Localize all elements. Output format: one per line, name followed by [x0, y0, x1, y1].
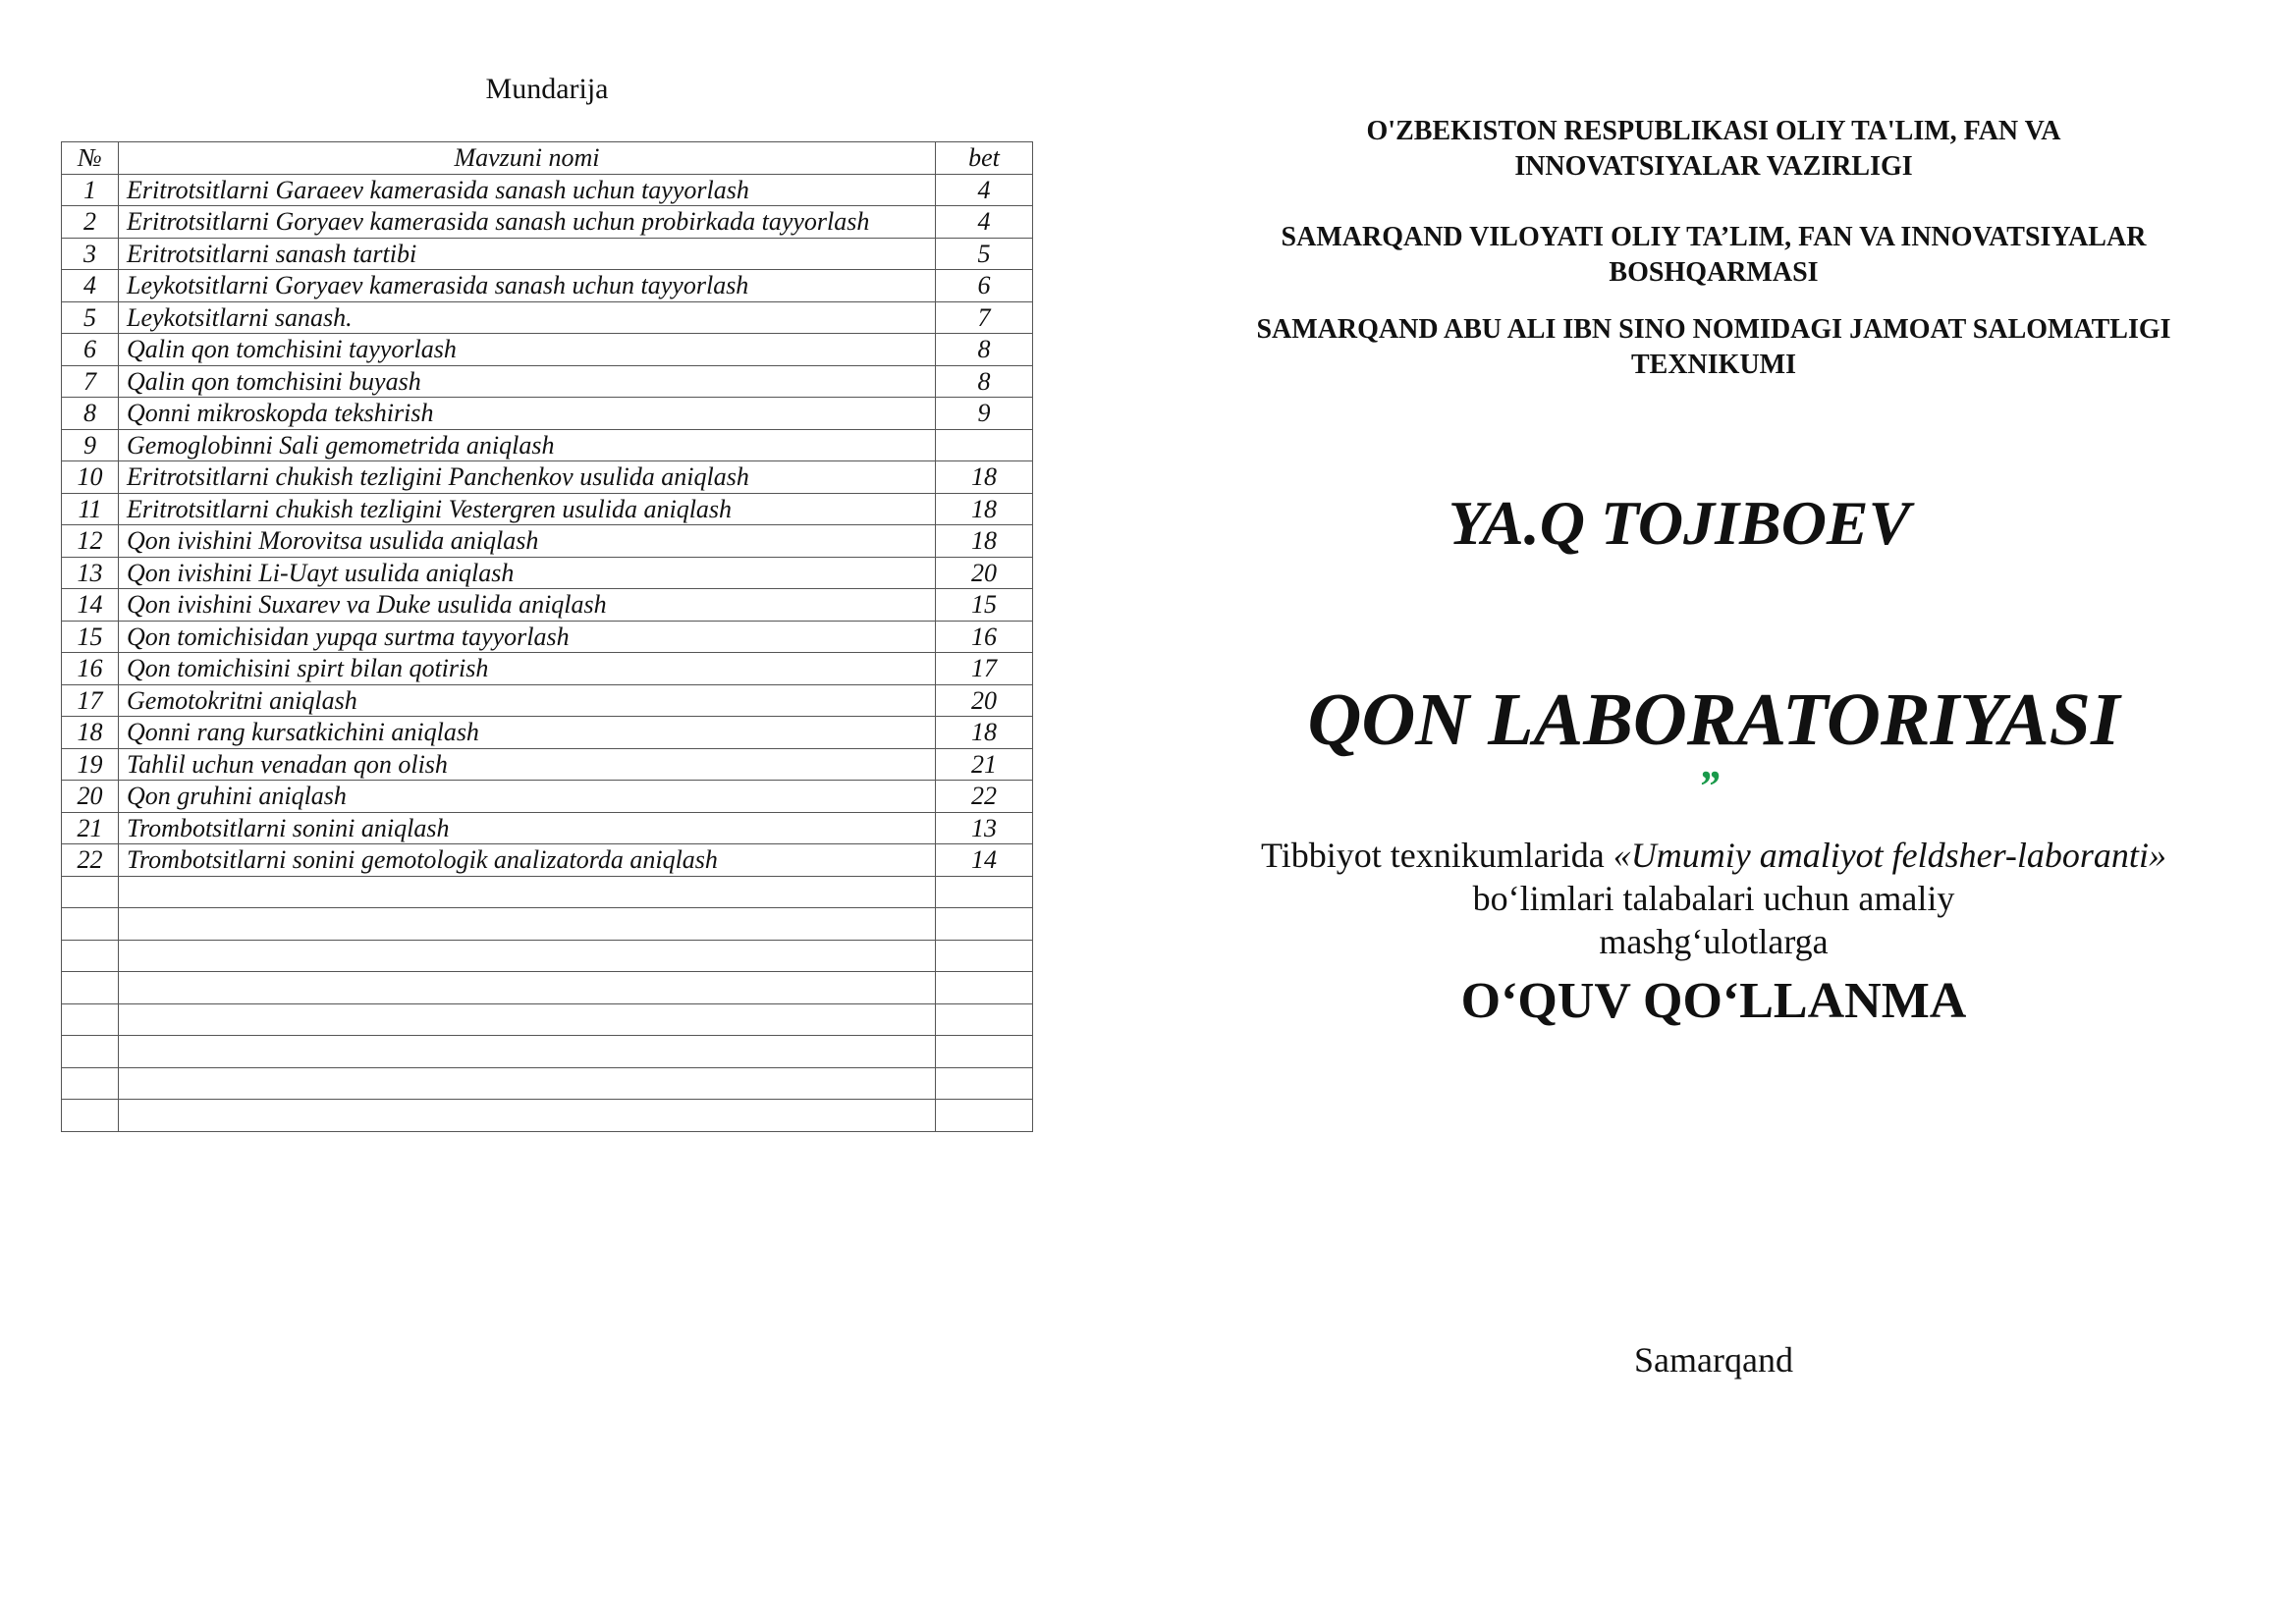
- toc-cell-num: 5: [62, 301, 119, 334]
- toc-cell-topic: Qalin qon tomchisini tayyorlash: [119, 334, 936, 366]
- toc-empty-cell: [62, 972, 119, 1004]
- toc-empty-cell: [62, 876, 119, 908]
- toc-row: [62, 238, 1033, 270]
- toc-row: [62, 174, 1033, 206]
- toc-row: [62, 398, 1033, 430]
- toc-cell-page: 8: [936, 334, 1033, 366]
- toc-cell-topic: Qon gruhini aniqlash: [119, 781, 936, 813]
- toc-cell-topic: Eritrotsitlarni Goryaev kamerasida sanash uchun probirkada tayyorlash: [119, 206, 936, 239]
- toc-cell-page: 17: [936, 653, 1033, 685]
- toc-cell-page: 20: [936, 684, 1033, 717]
- toc-row: [62, 334, 1033, 366]
- toc-cell-num: 9: [62, 429, 119, 461]
- toc-cell-num: 18: [62, 717, 119, 749]
- toc-row: [62, 365, 1033, 398]
- toc-empty-cell: [62, 940, 119, 972]
- ministry-line-2: INNOVATSIYALAR VAZIRLIGI: [1514, 151, 1913, 182]
- subtitle-line-2: bo‘limlari talabalari uchun amaliy: [1472, 879, 1955, 918]
- toc-cell-topic: Eritrotsitlarni chukish tezligini Vestergren usulida aniqlash: [119, 493, 936, 525]
- toc-empty-row: [62, 908, 1033, 941]
- toc-cell-page: 22: [936, 781, 1033, 813]
- toc-cell-num: 17: [62, 684, 119, 717]
- toc-cell-num: 12: [62, 525, 119, 558]
- toc-row: [62, 589, 1033, 622]
- ministry-heading: [1193, 114, 2234, 185]
- college-line-1: SAMARQAND ABU ALI IBN SINO NOMIDAGI JAMOAT SALOMATLIGI: [1256, 314, 2171, 345]
- toc-cell-topic: Eritrotsitlarni sanash tartibi: [119, 238, 936, 270]
- toc-empty-row: [62, 972, 1033, 1004]
- toc-row: [62, 301, 1033, 334]
- toc-row: [62, 270, 1033, 302]
- toc-cell-num: 11: [62, 493, 119, 525]
- toc-cell-num: 10: [62, 461, 119, 494]
- toc-cell-page: 9: [936, 398, 1033, 430]
- subtitle: [1193, 834, 2234, 963]
- toc-cell-topic: Leykotsitlarni sanash.: [119, 301, 936, 334]
- toc-cell-page: 18: [936, 525, 1033, 558]
- toc-cell-num: 8: [62, 398, 119, 430]
- toc-row: [62, 525, 1033, 558]
- toc-empty-row: [62, 1003, 1033, 1036]
- toc-empty-cell: [119, 1067, 936, 1100]
- toc-empty-row: [62, 1067, 1033, 1100]
- toc-empty-cell: [62, 1067, 119, 1100]
- toc-cell-num: 13: [62, 557, 119, 589]
- region-heading: [1193, 220, 2234, 291]
- toc-row: [62, 812, 1033, 844]
- toc-empty-cell: [119, 1100, 936, 1132]
- toc-empty-cell: [936, 972, 1033, 1004]
- ministry-line-1: O'ZBEKISTON RESPUBLIKASI OLIY TA'LIM, FAN VA: [1366, 116, 2061, 146]
- toc-empty-cell: [936, 940, 1033, 972]
- author-name: YA.Q TOJIBOEV: [1448, 488, 1911, 558]
- toc-cell-page: [936, 429, 1033, 461]
- guide-type: O‘QUV QO‘LLANMA: [1460, 973, 1967, 1029]
- toc-cell-topic: Eritrotsitlarni Garaeev kamerasida sanash uchun tayyorlash: [119, 174, 936, 206]
- subtitle-prefix: Tibbiyot texnikumlarida: [1261, 836, 1613, 875]
- toc-row: [62, 206, 1033, 239]
- toc-cell-num: 16: [62, 653, 119, 685]
- toc-empty-cell: [62, 908, 119, 941]
- toc-cell-topic: Gemotokritni aniqlash: [119, 684, 936, 717]
- toc-empty-row: [62, 1036, 1033, 1068]
- toc-cell-page: 16: [936, 621, 1033, 653]
- book-title: QON LABORATORIYASI: [1307, 678, 2120, 761]
- toc-cell-page: 14: [936, 844, 1033, 877]
- toc-cell-page: 13: [936, 812, 1033, 844]
- toc-cell-num: 3: [62, 238, 119, 270]
- region-line-2: BOSHQARMASI: [1609, 257, 1819, 288]
- toc-cell-topic: Qalin qon tomchisini buyash: [119, 365, 936, 398]
- toc-cell-page: 8: [936, 365, 1033, 398]
- toc-cell-num: 15: [62, 621, 119, 653]
- toc-header-num: №: [62, 142, 119, 175]
- toc-empty-cell: [936, 1036, 1033, 1068]
- toc-row: [62, 621, 1033, 653]
- toc-cell-page: 21: [936, 748, 1033, 781]
- subtitle-line-3: mashg‘ulotlarga: [1599, 922, 1829, 961]
- toc-empty-row: [62, 940, 1033, 972]
- toc-cell-num: 20: [62, 781, 119, 813]
- toc-empty-cell: [119, 876, 936, 908]
- toc-cell-page: 7: [936, 301, 1033, 334]
- toc-empty-row: [62, 876, 1033, 908]
- toc-row: [62, 493, 1033, 525]
- toc-empty-cell: [936, 1067, 1033, 1100]
- toc-cell-topic: Qonni mikroskopda tekshirish: [119, 398, 936, 430]
- toc-row: [62, 844, 1033, 877]
- subtitle-line-1: [1193, 834, 2234, 877]
- toc-table: [61, 141, 1033, 1132]
- region-line-1: SAMARQAND VILOYATI OLIY TA’LIM, FAN VA INNOVATSIYALAR: [1281, 222, 2147, 252]
- toc-cell-topic: Qon tomichisidan yupqa surtma tayyorlash: [119, 621, 936, 653]
- toc-cell-topic: Qon ivishini Suxarev va Duke usulida aniqlash: [119, 589, 936, 622]
- toc-cell-topic: Eritrotsitlarni chukish tezligini Panchenkov usulida aniqlash: [119, 461, 936, 494]
- toc-empty-cell: [936, 876, 1033, 908]
- toc-title: Mundarija: [485, 73, 609, 105]
- toc-cell-num: 7: [62, 365, 119, 398]
- toc-cell-topic: Qon ivishini Li-Uayt usulida aniqlash: [119, 557, 936, 589]
- toc-header-page: bet: [936, 142, 1033, 175]
- toc-cell-num: 19: [62, 748, 119, 781]
- toc-row: [62, 429, 1033, 461]
- toc-cell-page: 18: [936, 717, 1033, 749]
- toc-row: [62, 717, 1033, 749]
- toc-cell-num: 14: [62, 589, 119, 622]
- toc-cell-page: 20: [936, 557, 1033, 589]
- toc-row: [62, 461, 1033, 494]
- toc-empty-cell: [119, 972, 936, 1004]
- toc-cell-num: 21: [62, 812, 119, 844]
- toc-cell-num: 4: [62, 270, 119, 302]
- toc-empty-cell: [119, 1036, 936, 1068]
- college-line-2: TEXNIKUMI: [1630, 350, 1796, 380]
- toc-row: [62, 684, 1033, 717]
- city-name: Samarqand: [1634, 1340, 1793, 1380]
- toc-cell-topic: Gemoglobinni Sali gemometrida aniqlash: [119, 429, 936, 461]
- toc-cell-topic: Trombotsitlarni sonini aniqlash: [119, 812, 936, 844]
- toc-cell-page: 4: [936, 206, 1033, 239]
- toc-empty-cell: [62, 1100, 119, 1132]
- toc-row: [62, 653, 1033, 685]
- toc-empty-cell: [119, 1003, 936, 1036]
- toc-empty-cell: [936, 1003, 1033, 1036]
- toc-cell-page: 18: [936, 493, 1033, 525]
- toc-empty-row: [62, 1100, 1033, 1132]
- toc-cell-topic: Qon ivishini Morovitsa usulida aniqlash: [119, 525, 936, 558]
- toc-cell-num: 2: [62, 206, 119, 239]
- toc-empty-cell: [936, 908, 1033, 941]
- toc-row: [62, 748, 1033, 781]
- toc-empty-cell: [119, 908, 936, 941]
- toc-cell-topic: Qon tomichisini spirt bilan qotirish: [119, 653, 936, 685]
- toc-cell-topic: Leykotsitlarni Goryaev kamerasida sanash uchun tayyorlash: [119, 270, 936, 302]
- toc-header-topic: Mavzuni nomi: [119, 142, 936, 175]
- toc-body: [62, 174, 1033, 1131]
- toc-empty-cell: [119, 940, 936, 972]
- toc-cell-page: 4: [936, 174, 1033, 206]
- toc-cell-topic: Qonni rang kursatkichini aniqlash: [119, 717, 936, 749]
- subtitle-specialty: «Umumiy amaliyot feldsher-laboranti»: [1613, 836, 2166, 875]
- toc-empty-cell: [62, 1003, 119, 1036]
- toc-cell-page: 6: [936, 270, 1033, 302]
- toc-empty-cell: [936, 1100, 1033, 1132]
- toc-cell-page: 18: [936, 461, 1033, 494]
- toc-cell-page: 5: [936, 238, 1033, 270]
- toc-cell-topic: Tahlil uchun venadan qon olish: [119, 748, 936, 781]
- toc-header-row: [62, 142, 1033, 175]
- toc-cell-page: 15: [936, 589, 1033, 622]
- toc-row: [62, 557, 1033, 589]
- toc-row: [62, 781, 1033, 813]
- college-heading: [1193, 312, 2234, 383]
- toc-cell-num: 22: [62, 844, 119, 877]
- toc-empty-cell: [62, 1036, 119, 1068]
- toc-cell-topic: Trombotsitlarni sonini gemotologik analizatorda aniqlash: [119, 844, 936, 877]
- toc-cell-num: 6: [62, 334, 119, 366]
- quote-mark: ”: [1698, 762, 1720, 810]
- toc-cell-num: 1: [62, 174, 119, 206]
